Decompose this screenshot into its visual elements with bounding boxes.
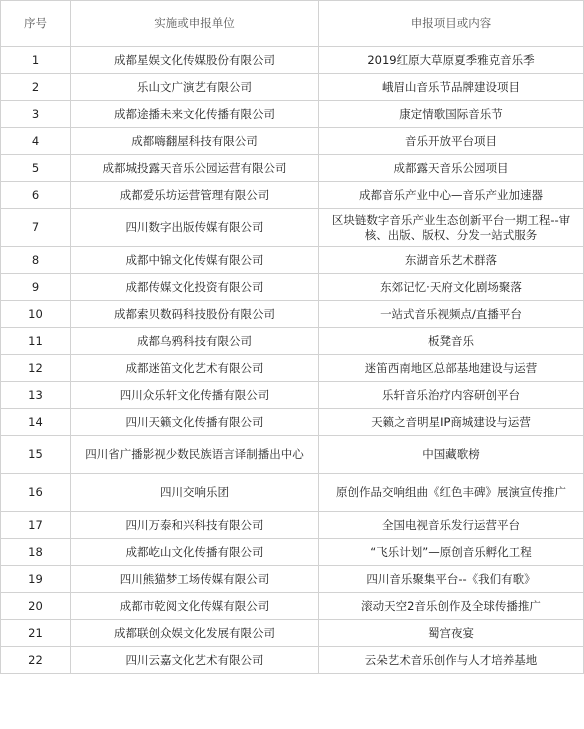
cell-unit: 成都联创众娱文化发展有限公司 [71, 620, 319, 647]
cell-unit: 成都屹山文化传播有限公司 [71, 539, 319, 566]
cell-project: 乐轩音乐治疗内容研创平台 [319, 382, 584, 409]
cell-unit: 成都传媒文化投资有限公司 [71, 274, 319, 301]
cell-project: 蜀宫夜宴 [319, 620, 584, 647]
cell-serial-number: 22 [1, 647, 71, 674]
cell-serial-number: 2 [1, 74, 71, 101]
cell-project: 迷笛西南地区总部基地建设与运营 [319, 355, 584, 382]
table-row [1, 620, 584, 647]
cell-project: “飞乐计划”—原创音乐孵化工程 [319, 539, 584, 566]
cell-serial-number: 9 [1, 274, 71, 301]
cell-serial-number: 20 [1, 593, 71, 620]
cell-unit: 成都嗨翻屋科技有限公司 [71, 128, 319, 155]
cell-serial-number: 13 [1, 382, 71, 409]
cell-serial-number: 11 [1, 328, 71, 355]
cell-unit: 成都市乾阅文化传媒有限公司 [71, 593, 319, 620]
table-row [1, 74, 584, 101]
cell-project: 音乐开放平台项目 [319, 128, 584, 155]
cell-serial-number: 7 [1, 209, 71, 247]
cell-unit: 成都途播未来文化传播有限公司 [71, 101, 319, 128]
cell-project: 峨眉山音乐节品牌建设项目 [319, 74, 584, 101]
cell-serial-number: 5 [1, 155, 71, 182]
cell-serial-number: 1 [1, 47, 71, 74]
cell-project: 云朵艺术音乐创作与人才培养基地 [319, 647, 584, 674]
cell-project: 四川音乐聚集平台--《我们有歌》 [319, 566, 584, 593]
cell-project: 成都音乐产业中心—音乐产业加速器 [319, 182, 584, 209]
cell-project: 区块链数字音乐产业生态创新平台一期工程--审核、出版、版权、分发一站式服务 [319, 209, 584, 247]
header-serial-number: 序号 [1, 1, 71, 47]
cell-serial-number: 4 [1, 128, 71, 155]
table-row [1, 647, 584, 674]
cell-unit: 四川熊猫梦工场传媒有限公司 [71, 566, 319, 593]
cell-serial-number: 8 [1, 247, 71, 274]
cell-unit: 四川万泰和兴科技有限公司 [71, 512, 319, 539]
cell-project: 板凳音乐 [319, 328, 584, 355]
table-row [1, 474, 584, 512]
cell-project: 东郊记忆·天府文化剧场聚落 [319, 274, 584, 301]
table-row [1, 47, 584, 74]
cell-project: 天籁之音明星IP商城建设与运营 [319, 409, 584, 436]
cell-project: 原创作品交响组曲《红色丰碑》展演宣传推广 [319, 474, 584, 512]
table-row [1, 128, 584, 155]
table-row [1, 512, 584, 539]
cell-unit: 成都迷笛文化艺术有限公司 [71, 355, 319, 382]
cell-serial-number: 18 [1, 539, 71, 566]
cell-unit: 四川交响乐团 [71, 474, 319, 512]
cell-unit: 四川云嘉文化艺术有限公司 [71, 647, 319, 674]
table-row [1, 409, 584, 436]
table-row [1, 328, 584, 355]
cell-serial-number: 16 [1, 474, 71, 512]
table-row [1, 155, 584, 182]
table-row [1, 101, 584, 128]
cell-serial-number: 19 [1, 566, 71, 593]
cell-serial-number: 17 [1, 512, 71, 539]
cell-unit: 乐山文广演艺有限公司 [71, 74, 319, 101]
table-row [1, 566, 584, 593]
table-row [1, 301, 584, 328]
cell-unit: 四川众乐轩文化传播有限公司 [71, 382, 319, 409]
table-row [1, 436, 584, 474]
header-project: 申报项目或内容 [319, 1, 584, 47]
cell-serial-number: 15 [1, 436, 71, 474]
cell-serial-number: 12 [1, 355, 71, 382]
cell-unit: 成都索贝数码科技股份有限公司 [71, 301, 319, 328]
cell-project: 2019红原大草原夏季雅克音乐季 [319, 47, 584, 74]
cell-project: 成都露天音乐公园项目 [319, 155, 584, 182]
cell-project: 一站式音乐视频点/直播平台 [319, 301, 584, 328]
cell-unit: 四川天籁文化传播有限公司 [71, 409, 319, 436]
table-row [1, 593, 584, 620]
cell-project: 滚动天空2音乐创作及全球传播推广 [319, 593, 584, 620]
cell-unit: 四川数字出版传媒有限公司 [71, 209, 319, 247]
table-row [1, 247, 584, 274]
cell-project: 东湖音乐艺术群落 [319, 247, 584, 274]
table-row [1, 274, 584, 301]
cell-unit: 成都爱乐坊运营管理有限公司 [71, 182, 319, 209]
table-row [1, 182, 584, 209]
cell-unit: 成都城投露天音乐公园运营有限公司 [71, 155, 319, 182]
cell-serial-number: 6 [1, 182, 71, 209]
table-row [1, 382, 584, 409]
cell-serial-number: 3 [1, 101, 71, 128]
cell-serial-number: 14 [1, 409, 71, 436]
cell-project: 中国藏歌榜 [319, 436, 584, 474]
cell-serial-number: 10 [1, 301, 71, 328]
cell-unit: 成都星娱文化传媒股份有限公司 [71, 47, 319, 74]
cell-project: 全国电视音乐发行运营平台 [319, 512, 584, 539]
cell-unit: 成都中锦文化传媒有限公司 [71, 247, 319, 274]
table-body [1, 47, 584, 674]
cell-project: 康定情歌国际音乐节 [319, 101, 584, 128]
cell-serial-number: 21 [1, 620, 71, 647]
table-row [1, 539, 584, 566]
table-row [1, 355, 584, 382]
table-header-row [1, 1, 584, 47]
header-unit: 实施或申报单位 [71, 1, 319, 47]
cell-unit: 四川省广播影视少数民族语言译制播出中心 [71, 436, 319, 474]
cell-unit: 成都乌鸦科技有限公司 [71, 328, 319, 355]
table-row [1, 209, 584, 247]
